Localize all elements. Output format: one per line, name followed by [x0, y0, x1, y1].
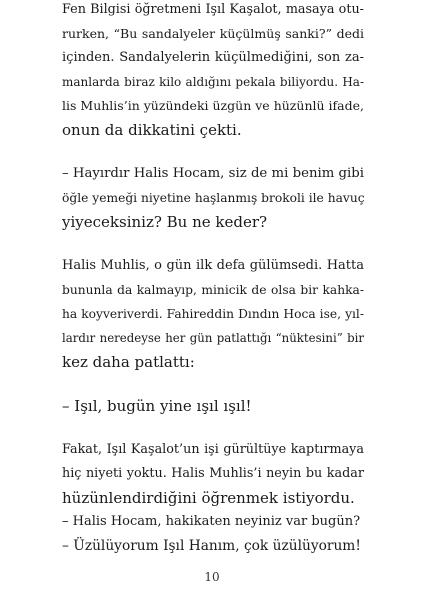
text-line: lis Muhlis’in yüzündeki üzgün ve hüzünlü ifade,	[62, 98, 364, 113]
text-line: manlarda biraz kilo aldığını pekala biliyordu. Ha-	[62, 75, 364, 89]
text-line: bununla da kalmayıp, minicik de olsa bir kahka-	[62, 283, 364, 297]
page-number: 10	[204, 570, 220, 584]
text-line: onun da dikkatini çekti.	[62, 121, 242, 139]
text-line: Halis Muhlis, o gün ilk defa gülümsedi. Hatta	[62, 258, 364, 273]
text-line: hiç niyeti yoktu. Halis Muhlis’i neyin bu kadar	[62, 466, 364, 481]
text-line: kez daha patlattı:	[62, 353, 195, 371]
text-line: – Üzülüyorum Işıl Hanım, çok üzülüyorum!	[62, 538, 361, 554]
text-line: Fen Bilgisi öğretmeni Işıl Kaşalot, masaya otu-	[62, 2, 364, 17]
text-line: – Halis Hocam, hakikaten neyiniz var bugün?	[62, 514, 361, 529]
text-line: yiyeceksiniz? Bu ne keder?	[62, 213, 268, 231]
text-line: içinden. Sandalyelerin küçülmediğini, son za-	[62, 50, 364, 65]
text-line: rurken, “Bu sandalyeler küçülmüş sanki?” dedi	[62, 26, 364, 41]
text-line: Fakat, Işıl Kaşalot’un işi gürültüye kaptırmaya	[62, 442, 364, 457]
text-line: öğle yemeği niyetine haşlanmış brokoli ile havuç	[62, 191, 365, 205]
text-line: lardır neredeyse her gün patlattığı “nüktesini” bir	[62, 331, 364, 345]
text-line: hüzünlendirdiğini öğrenmek istiyordu.	[62, 489, 355, 507]
text-line: – Işıl, bugün yine ışıl ışıl!	[62, 397, 252, 415]
text-line: – Hayırdır Halis Hocam, siz de mi benim gibi	[62, 166, 364, 181]
text-line: ha koyveriverdi. Fahireddin Dındın Hoca ise, yıl-	[62, 307, 364, 321]
